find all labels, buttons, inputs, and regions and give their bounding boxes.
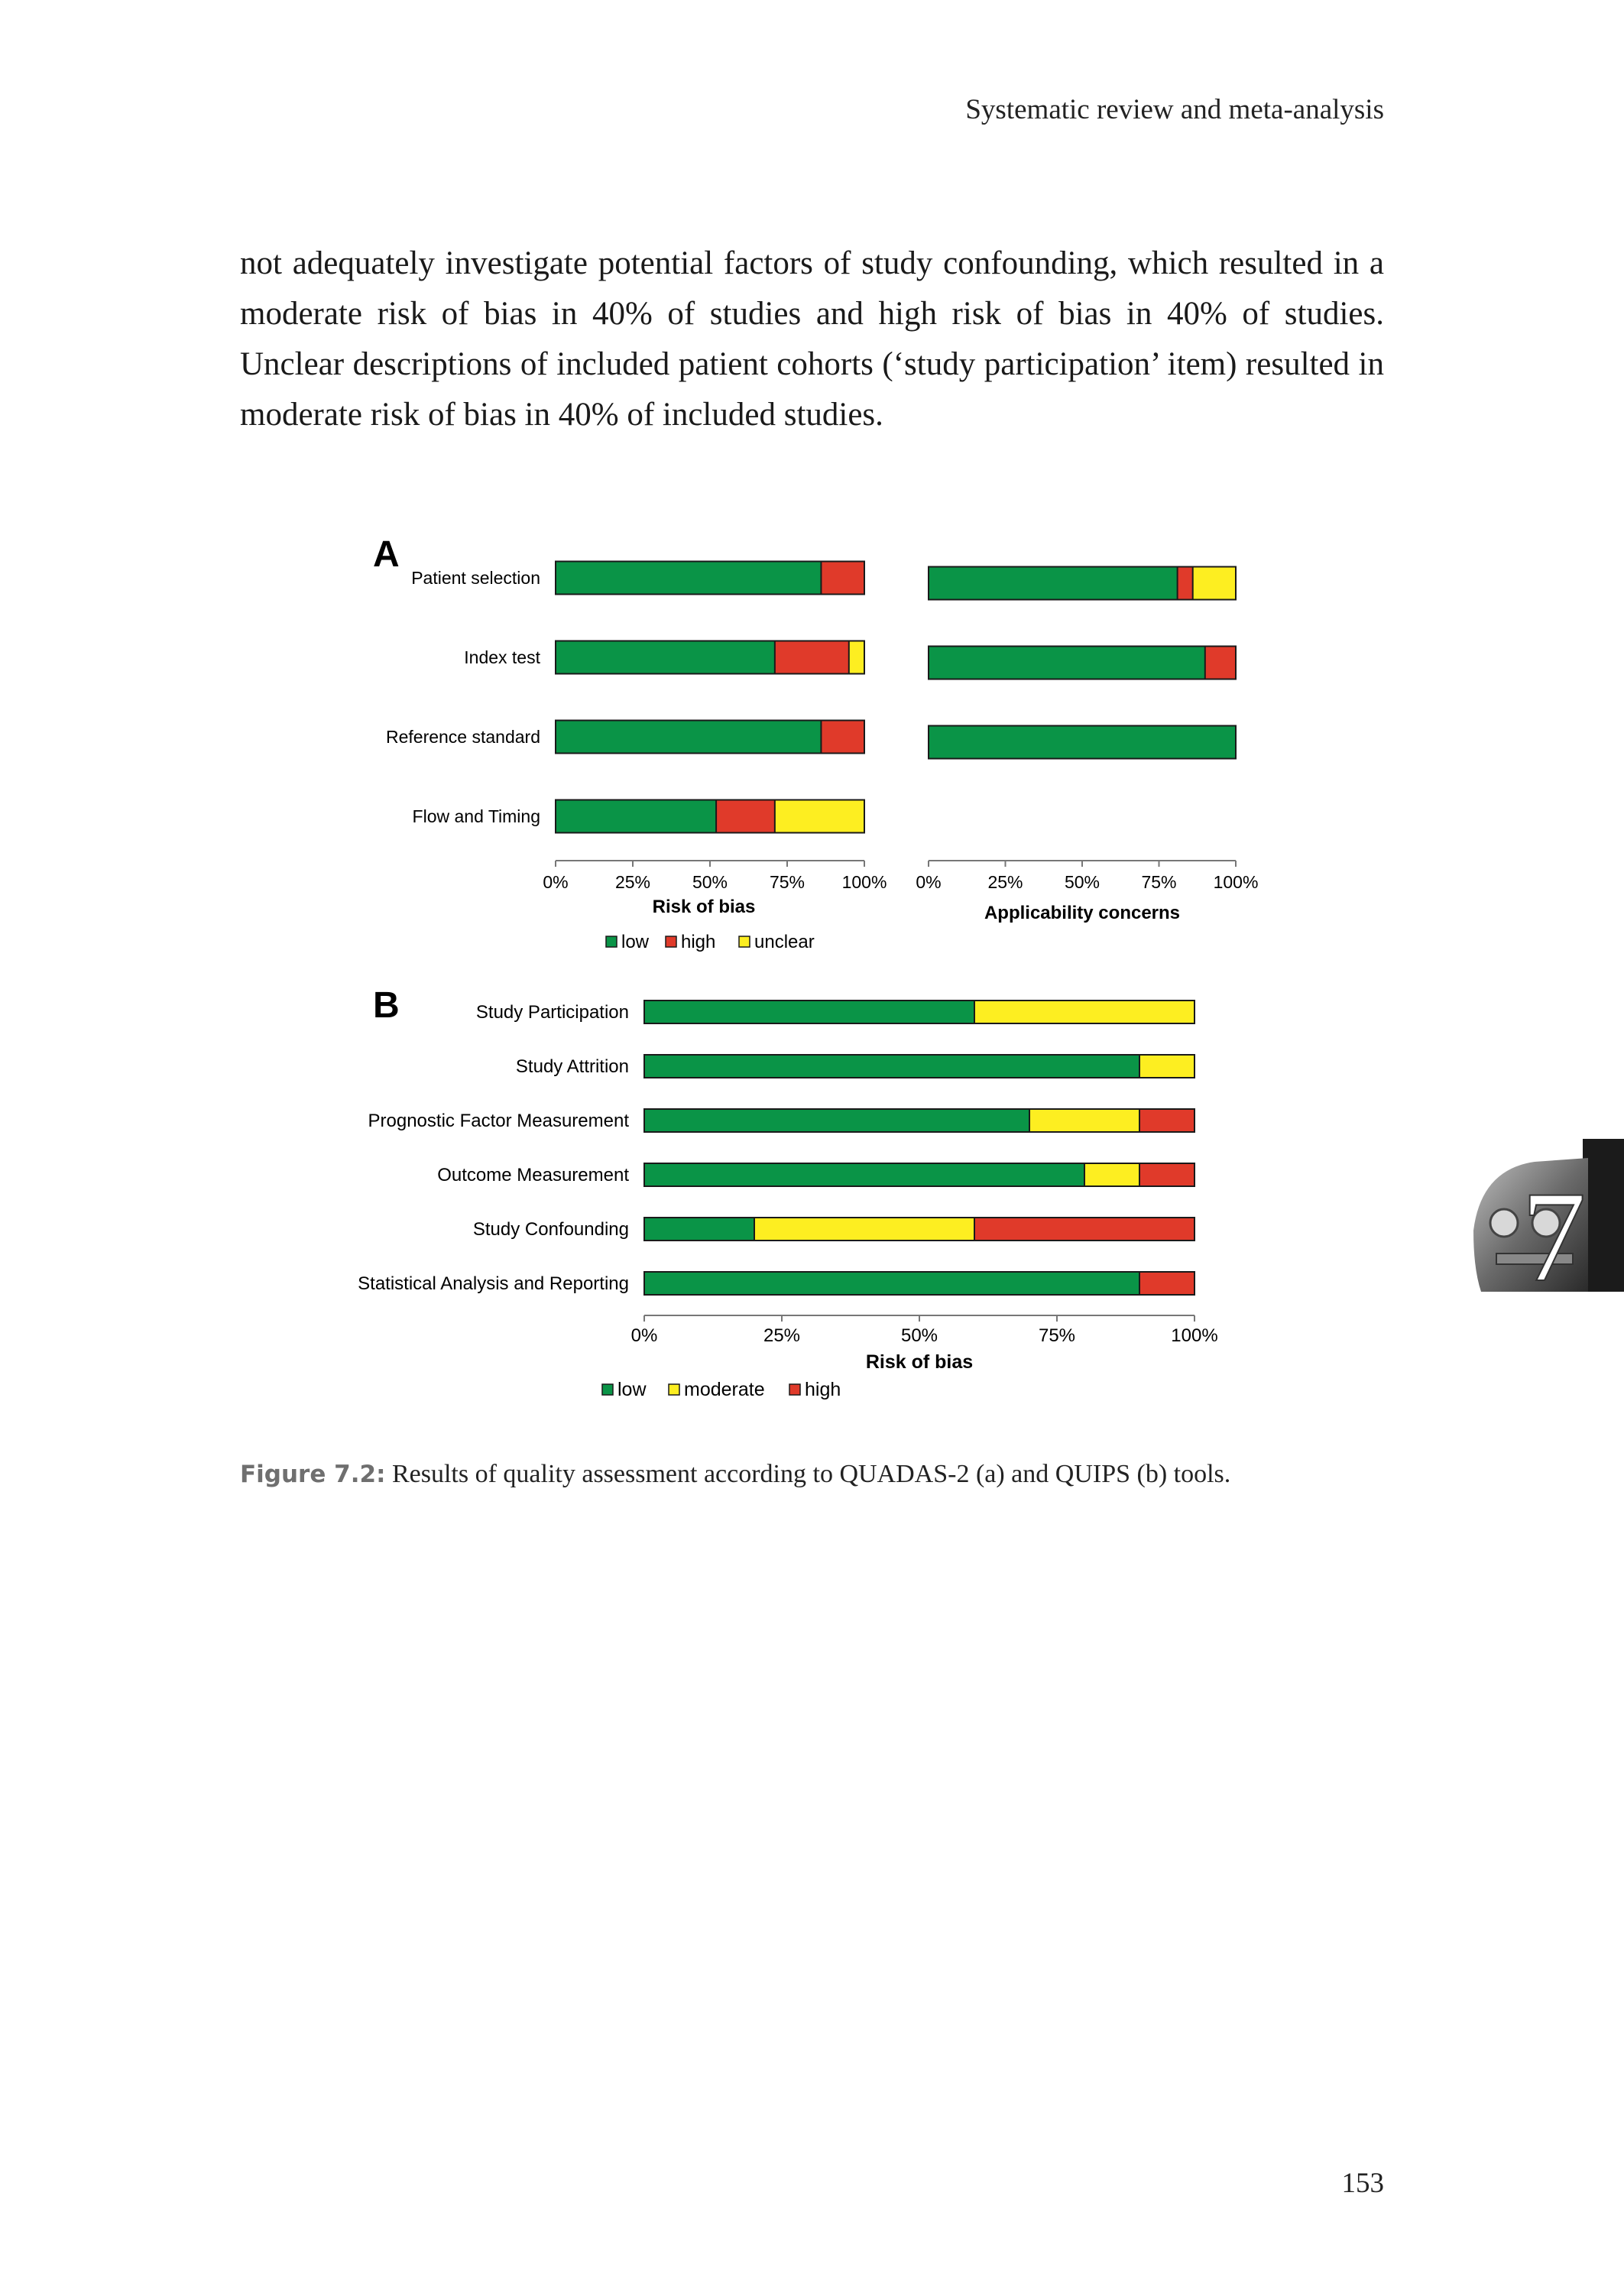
legend-label: unclear — [754, 932, 815, 952]
legend-swatch-high — [789, 1384, 800, 1395]
bar-segment-low — [644, 1163, 1084, 1186]
x-tick-label: 75% — [769, 872, 806, 892]
bar-segment-high — [974, 1218, 1194, 1241]
chart-a-applicability — [916, 567, 1258, 924]
x-tick-label: 50% — [900, 1325, 938, 1346]
body-paragraph: not adequately investigate potential factors of study confounding, which resulted in a moderate risk of bias in 40% of studies and high risk of bias in 40% of studies. Unclear descriptions of included patient cohorts (‘study participation’ item) resulted in moderate risk of bias in 40% of included studies. — [240, 245, 1384, 433]
caption-label: Figure 7.2: — [240, 1461, 386, 1488]
x-tick-label: 25% — [614, 872, 651, 892]
chapter-number: 7 — [1521, 1165, 1587, 1292]
chart-b-quips — [358, 985, 1218, 1400]
bar-segment-low — [929, 647, 1205, 679]
x-tick-label: 50% — [692, 872, 728, 892]
x-tick-label: 0% — [630, 1325, 658, 1346]
x-tick-label: 100% — [1213, 872, 1259, 892]
bar-segment-high — [1178, 567, 1193, 600]
category-label: Study Confounding — [472, 1219, 629, 1240]
legend-swatch-low — [602, 1384, 613, 1395]
category-label: Prognostic Factor Measurement — [368, 1111, 629, 1131]
bar-segment-high — [716, 800, 775, 833]
category-label: Index test — [464, 647, 540, 667]
category-label: Statistical Analysis and Reporting — [358, 1273, 629, 1294]
category-label: Flow and Timing — [412, 806, 540, 826]
bar-segment-low — [644, 1109, 1029, 1132]
panel-label: A — [373, 534, 400, 575]
bar-segment-high — [1139, 1163, 1194, 1186]
bar-segment-moderate — [754, 1218, 974, 1241]
bar-segment-low — [644, 1001, 974, 1023]
bar-segment-low — [929, 726, 1236, 759]
x-tick-label: 25% — [763, 1325, 801, 1346]
category-label: Outcome Measurement — [437, 1165, 629, 1185]
bar-segment-unclear — [775, 800, 864, 833]
page-number: 153 — [1341, 2168, 1384, 2199]
bar-segment-high — [775, 641, 849, 674]
panel-label: B — [373, 985, 400, 1026]
bar-segment-moderate — [1084, 1163, 1139, 1186]
bar-segment-low — [644, 1218, 754, 1241]
running-header: Systematic review and meta-analysis — [965, 94, 1384, 125]
legend-label: high — [681, 932, 716, 952]
x-tick-label: 0% — [916, 872, 942, 892]
bar-segment-unclear — [849, 641, 864, 674]
legend-swatch-high — [666, 936, 676, 947]
legend-label: low — [621, 932, 650, 952]
category-label: Study Participation — [475, 1002, 629, 1023]
category-label: Patient selection — [411, 568, 540, 588]
x-axis-title: Applicability concerns — [984, 903, 1181, 923]
x-tick-label: 75% — [1038, 1325, 1076, 1346]
chart-a-risk-of-bias — [373, 534, 887, 952]
bar-segment-low — [556, 800, 716, 833]
x-axis-title: Risk of bias — [865, 1351, 974, 1373]
figure-caption — [240, 1460, 1230, 1489]
legend-swatch-low — [606, 936, 617, 947]
caption-text: Results of quality assessment according to QUADAS-2 (a) and QUIPS (b) tools. — [385, 1460, 1231, 1488]
bar-segment-moderate — [1029, 1109, 1139, 1132]
x-tick-label: 25% — [987, 872, 1023, 892]
legend-swatch-moderate — [669, 1384, 679, 1395]
x-tick-label: 100% — [1171, 1325, 1218, 1346]
x-tick-label: 100% — [841, 872, 887, 892]
bar-segment-high — [1205, 647, 1236, 679]
category-label: Study Attrition — [515, 1056, 629, 1077]
bar-segment-low — [556, 721, 821, 754]
x-tick-label: 75% — [1141, 872, 1177, 892]
bar-segment-high — [1139, 1272, 1194, 1295]
bar-segment-low — [556, 562, 821, 595]
x-tick-label: 0% — [543, 872, 569, 892]
legend-label: low — [618, 1379, 647, 1400]
bar-segment-high — [821, 721, 864, 754]
x-tick-label: 50% — [1064, 872, 1100, 892]
legend-swatch-unclear — [739, 936, 750, 947]
bar-segment-moderate — [974, 1001, 1194, 1023]
x-axis-title: Risk of bias — [652, 897, 756, 917]
legend-label: high — [805, 1379, 841, 1400]
chapter-thumb-tab — [1473, 1139, 1624, 1292]
category-label: Reference standard — [385, 727, 540, 747]
bar-segment-unclear — [1193, 567, 1236, 600]
legend-label: moderate — [684, 1379, 765, 1400]
bar-segment-moderate — [1139, 1055, 1194, 1078]
tab-dark-strip — [1583, 1139, 1624, 1292]
bar-segment-low — [929, 567, 1178, 600]
bar-segment-low — [644, 1272, 1139, 1295]
bar-segment-high — [821, 562, 864, 595]
bar-segment-low — [644, 1055, 1139, 1078]
bar-segment-low — [556, 641, 775, 674]
bar-segment-high — [1139, 1109, 1194, 1132]
